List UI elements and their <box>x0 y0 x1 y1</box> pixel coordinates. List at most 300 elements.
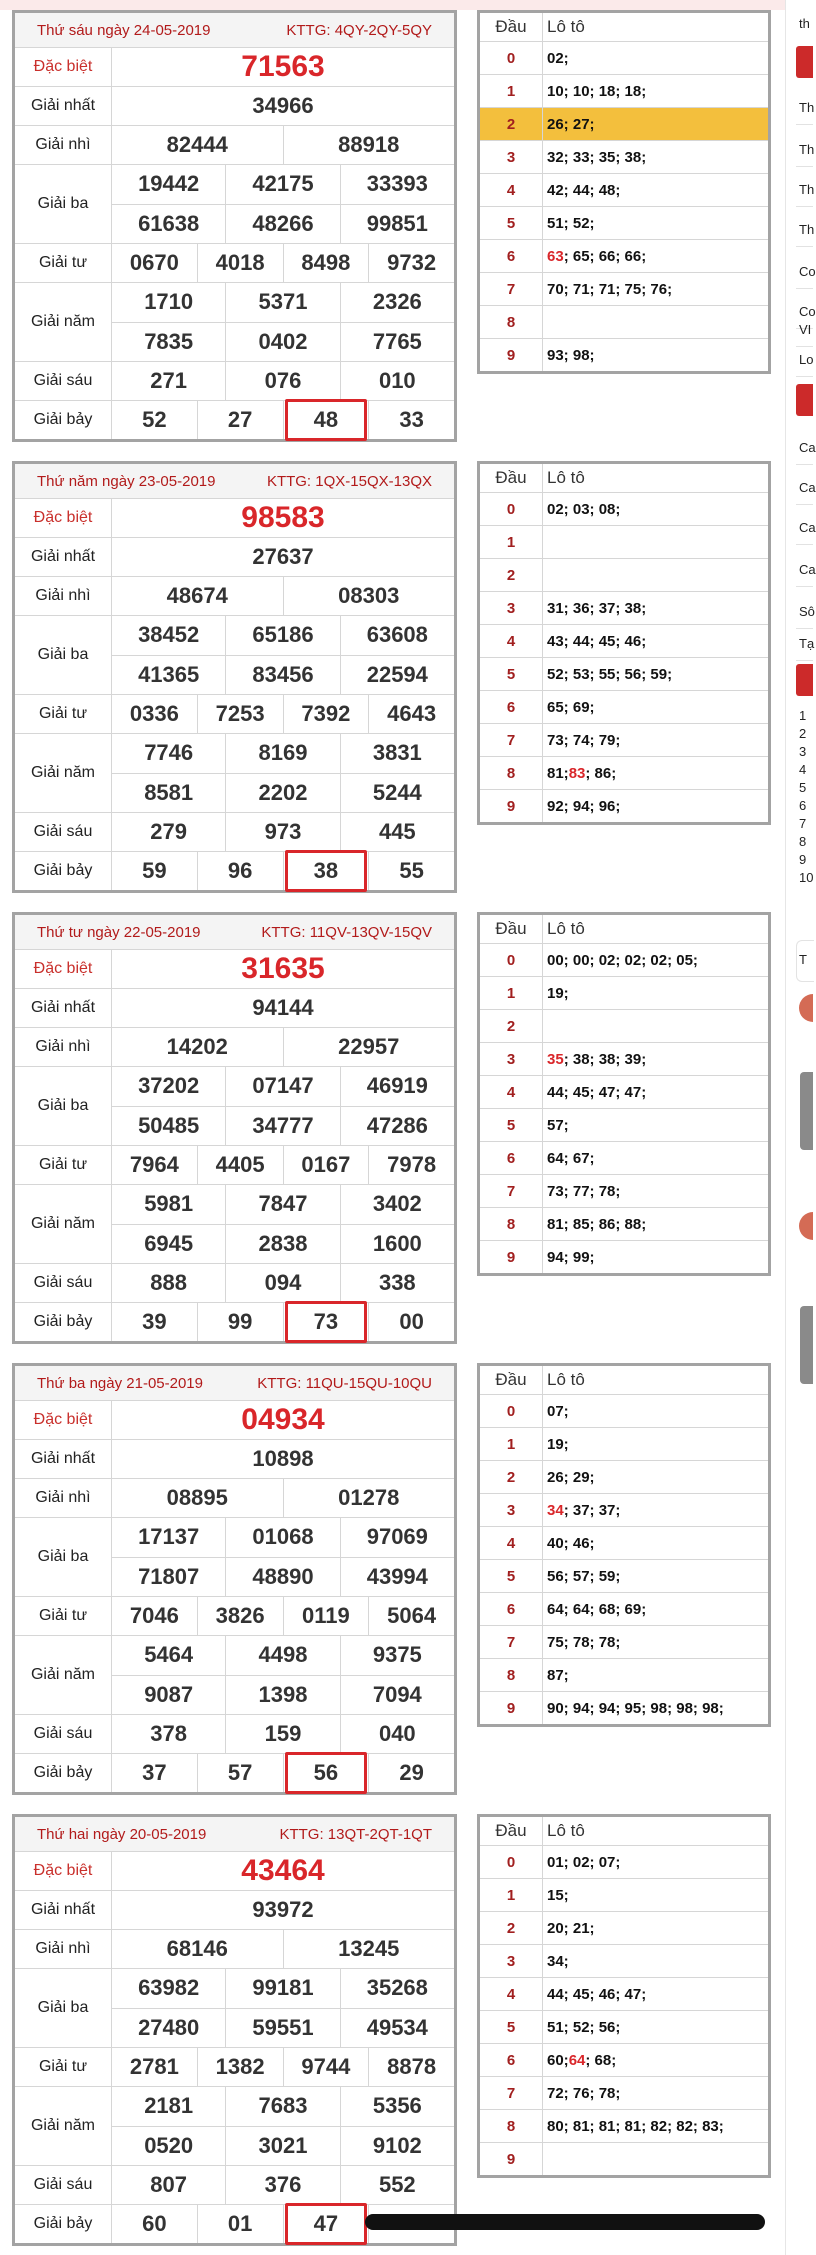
loto-values <box>543 141 768 173</box>
loto-head-digit: 9 <box>480 1692 543 1724</box>
prize-number: 43994 <box>340 1558 454 1597</box>
loto-head-digit: 8 <box>480 306 543 338</box>
prize-row <box>15 1479 454 1518</box>
prize-values <box>112 499 454 537</box>
loto-values <box>543 757 768 789</box>
prize-number: 7094 <box>340 1676 454 1715</box>
prize-values <box>112 48 454 86</box>
sidebar-link[interactable]: Th <box>799 142 815 157</box>
loto-values-post: 57; <box>547 1116 569 1134</box>
prize-number: 08895 <box>166 1485 228 1510</box>
loto-values <box>543 1428 768 1460</box>
prize-name: Giải sáu <box>15 813 112 851</box>
loto-row <box>480 757 768 790</box>
prize-line <box>112 2048 454 2086</box>
loto-row <box>480 108 768 141</box>
prize-name: Giải nhất <box>15 87 112 125</box>
prize-number: 5464 <box>144 1642 194 1668</box>
prize-number: 0402 <box>225 323 339 362</box>
prize-number: 2326 <box>340 283 454 322</box>
prize-number: 48674 <box>166 583 228 608</box>
sidebar-list-number: 2 <box>799 726 807 741</box>
loto-values-post: 10; 10; 18; 18; <box>547 82 647 100</box>
prize-row <box>15 283 454 362</box>
sidebar-divider <box>796 166 813 167</box>
prize-number: 97069 <box>340 1518 454 1557</box>
loto-values <box>543 1175 768 1207</box>
prize-line <box>112 126 454 164</box>
loto-values <box>543 1593 768 1625</box>
prize-name: Giải nhì <box>15 126 112 164</box>
sidebar-list-number: 8 <box>799 834 807 849</box>
loto-header <box>480 1817 768 1846</box>
sidebar-section-letter: T <box>799 952 807 967</box>
prize-number: 63608 <box>340 616 454 655</box>
loto-values-post: 40; 46; <box>547 1534 595 1552</box>
loto-values-post: 31; 36; 37; 38; <box>547 599 647 617</box>
prize-number: 10898 <box>252 1446 314 1471</box>
prize-values <box>112 538 454 576</box>
prize-number: 8498 <box>283 244 369 282</box>
prize-line <box>112 2087 454 2126</box>
loto-head-digit: 2 <box>480 1912 543 1944</box>
prize-line <box>112 1930 454 1968</box>
special-prize-number: 04934 <box>241 1403 325 1436</box>
sidebar-thumbnail[interactable] <box>800 1072 813 1150</box>
loto-head-digit: 9 <box>480 790 543 822</box>
prize-number: 34966 <box>252 93 314 118</box>
prize-values <box>112 734 454 812</box>
prize-number: 076 <box>225 362 339 400</box>
sidebar-link[interactable]: Ca <box>799 440 816 455</box>
loto-values-post: ; 86; <box>585 764 617 782</box>
prize-name: Giải tư <box>15 244 112 282</box>
sidebar-red-tab[interactable] <box>796 384 813 416</box>
prize-line <box>112 204 454 244</box>
prize-name: Giải năm <box>15 2087 112 2165</box>
prize-number: 4018 <box>197 244 283 282</box>
top-status-strip <box>0 0 812 10</box>
home-indicator-bar[interactable] <box>365 2214 765 2230</box>
prize-number: 39 <box>142 1309 167 1334</box>
prize-number: 48266 <box>225 205 339 244</box>
prize-values <box>112 126 454 164</box>
loto-values <box>543 42 768 74</box>
loto-values-post: 02; <box>547 49 569 67</box>
loto-row <box>480 1428 768 1461</box>
prize-number: 4498 <box>225 1636 339 1675</box>
loto-values-post: ; 65; 66; 66; <box>563 247 647 265</box>
prize-name: Giải năm <box>15 1185 112 1263</box>
prize-name: Giải ba <box>15 1067 112 1145</box>
prize-values <box>112 950 454 988</box>
loto-head-digit: 6 <box>480 1142 543 1174</box>
sidebar-list-number: 1 <box>799 708 807 723</box>
prize-values <box>112 1518 454 1596</box>
loto-values <box>543 658 768 690</box>
prize-number: 0336 <box>129 701 179 726</box>
prize-values <box>112 362 454 400</box>
prize-row <box>15 1028 454 1067</box>
prize-number: 010 <box>340 362 454 400</box>
prize-name: Giải nhì <box>15 577 112 615</box>
loto-values-post: 26; 27; <box>547 115 595 133</box>
loto-row <box>480 559 768 592</box>
sidebar-link[interactable]: Th <box>799 100 815 115</box>
prize-row <box>15 1440 454 1479</box>
prize-row <box>15 1636 454 1715</box>
prize-row <box>15 362 454 401</box>
loto-values <box>543 1527 768 1559</box>
loto-values <box>543 2077 768 2109</box>
loto-values <box>543 1846 768 1878</box>
sidebar-link[interactable]: VI <box>799 322 812 337</box>
prize-number: 7746 <box>144 740 194 766</box>
prize-line <box>112 1969 454 2008</box>
prize-number: 7978 <box>368 1146 454 1184</box>
draw-date-link[interactable]: Thứ hai ngày 20-05-2019 <box>37 1825 207 1843</box>
prize-number: 35268 <box>340 1969 454 2008</box>
sidebar-link[interactable]: Co <box>799 264 816 279</box>
loto-special-value: 64 <box>568 2051 586 2069</box>
loto-head-digit: 4 <box>480 1076 543 1108</box>
prize-number: 376 <box>225 2166 339 2204</box>
loto-values-post: 02; 03; 08; <box>547 500 621 518</box>
loto-values-post: 51; 52; <box>547 214 595 232</box>
loto-row <box>480 1626 768 1659</box>
loto-values <box>543 339 768 371</box>
prize-number: 34777 <box>225 1107 339 1146</box>
loto-head-digit: 5 <box>480 207 543 239</box>
prize-number: 8169 <box>225 734 339 773</box>
loto-row <box>480 691 768 724</box>
prize-row <box>15 165 454 244</box>
prize-line <box>112 1067 454 1106</box>
loto-values-post: 81; 85; 86; 88; <box>547 1215 647 1233</box>
loto-header <box>480 915 768 944</box>
prize-name: Đặc biệt <box>15 1401 112 1439</box>
loto-table <box>477 461 771 825</box>
prize-number: 4405 <box>197 1146 283 1184</box>
prize-number: 48 <box>283 401 369 439</box>
prize-line <box>112 1028 454 1066</box>
prize-line <box>112 1224 454 1264</box>
sidebar-link[interactable]: Sô <box>799 604 815 619</box>
draw-date-link[interactable]: Thứ sáu ngày 24-05-2019 <box>37 21 211 39</box>
prize-number: 48890 <box>225 1558 339 1597</box>
loto-row <box>480 724 768 757</box>
prize-number: 37 <box>142 1760 167 1785</box>
loto-values <box>543 592 768 624</box>
prize-line <box>112 950 454 988</box>
loto-values-post: 87; <box>547 1666 569 1684</box>
prize-number: 68146 <box>166 1936 228 1961</box>
loto-head-digit: 9 <box>480 1241 543 1273</box>
prize-number: 27 <box>197 401 283 439</box>
prize-name: Giải sáu <box>15 1715 112 1753</box>
loto-values-post: 34; <box>547 1952 569 1970</box>
loto-head-digit: 8 <box>480 757 543 789</box>
prize-row <box>15 1303 454 1341</box>
loto-values <box>543 1659 768 1691</box>
prize-name: Giải năm <box>15 283 112 361</box>
prize-values <box>112 1303 454 1341</box>
results-header <box>15 13 454 48</box>
prize-number: 271 <box>150 368 188 393</box>
loto-values-post: 80; 81; 81; 81; 82; 82; 83; <box>547 2117 724 2135</box>
draw-date-link[interactable]: Thứ tư ngày 22-05-2019 <box>37 923 201 941</box>
prize-row <box>15 1930 454 1969</box>
sidebar-link[interactable]: Co <box>799 304 816 319</box>
prize-name: Giải ba <box>15 165 112 243</box>
prize-line <box>112 538 454 576</box>
special-prize-number: 71563 <box>241 50 325 83</box>
loto-values-post: 07; <box>547 1402 569 1420</box>
loto-values-post: ; 68; <box>585 2051 617 2069</box>
loto-head-digit: 0 <box>480 42 543 74</box>
prize-values <box>112 1028 454 1066</box>
prize-number: 57 <box>197 1754 283 1792</box>
prize-name: Giải nhất <box>15 989 112 1027</box>
prize-number: 2181 <box>144 2093 194 2119</box>
loto-head-digit: 9 <box>480 2143 543 2175</box>
prize-number: 973 <box>225 813 339 851</box>
prize-values <box>112 813 454 851</box>
loto-values <box>543 1945 768 1977</box>
loto-values-post: 93; 98; <box>547 346 595 364</box>
loto-row <box>480 1109 768 1142</box>
sidebar-link[interactable]: Th <box>799 222 815 237</box>
loto-values <box>543 1494 768 1526</box>
sidebar-divider <box>796 246 813 247</box>
loto-values <box>543 559 768 591</box>
loto-row <box>480 1142 768 1175</box>
prize-number: 99851 <box>340 205 454 244</box>
prize-number: 9744 <box>283 2048 369 2086</box>
results-table <box>12 10 457 442</box>
prize-number: 8878 <box>368 2048 454 2086</box>
prize-number: 33 <box>368 401 454 439</box>
prize-line <box>112 734 454 773</box>
sidebar-divider <box>796 206 813 207</box>
loto-table <box>477 1814 771 2178</box>
prize-name: Giải nhì <box>15 1930 112 1968</box>
prize-values <box>112 87 454 125</box>
loto-values <box>543 1043 768 1075</box>
prize-values <box>112 695 454 733</box>
sidebar-divider <box>796 288 813 289</box>
prize-row <box>15 950 454 989</box>
loto-values <box>543 1241 768 1273</box>
sidebar-divider <box>796 628 813 629</box>
prize-line <box>112 773 454 813</box>
prize-line <box>112 1185 454 1224</box>
loto-row <box>480 2110 768 2143</box>
prize-row <box>15 2166 454 2205</box>
loto-values-post: ; 38; 38; 39; <box>563 1050 647 1068</box>
loto-row <box>480 1879 768 1912</box>
prize-name: Giải bảy <box>15 401 112 439</box>
sidebar-thumbnail[interactable] <box>800 1306 813 1384</box>
prize-name: Giải sáu <box>15 1264 112 1302</box>
prize-line <box>112 1440 454 1478</box>
prize-row <box>15 1146 454 1185</box>
loto-head-digit: 6 <box>480 691 543 723</box>
dau-header: Đầu <box>480 13 543 41</box>
prize-line <box>112 1675 454 1715</box>
prize-number: 33393 <box>340 165 454 204</box>
loto-row <box>480 1241 768 1273</box>
loto-head-digit: 2 <box>480 1461 543 1493</box>
loto-values <box>543 240 768 272</box>
loto-row <box>480 1659 768 1692</box>
prize-row <box>15 989 454 1028</box>
loto-values-post: 44; 45; 46; 47; <box>547 1985 647 2003</box>
prize-values <box>112 852 454 890</box>
prize-values <box>112 165 454 243</box>
prize-number: 73 <box>283 1303 369 1341</box>
loto-head-digit: 0 <box>480 1846 543 1878</box>
prize-number: 27637 <box>252 544 314 569</box>
sidebar-link[interactable]: Th <box>799 182 815 197</box>
sidebar-link[interactable]: Tạ <box>799 636 815 651</box>
prize-line <box>112 165 454 204</box>
prize-number: 55 <box>368 852 454 890</box>
prize-values <box>112 989 454 1027</box>
loto-head-digit: 6 <box>480 2044 543 2076</box>
prize-number: 0520 <box>144 2132 194 2158</box>
loto-values-post: 94; 99; <box>547 1248 595 1266</box>
special-prize-number: 98583 <box>241 501 325 534</box>
sidebar-divider <box>796 586 813 587</box>
sidebar-divider <box>796 124 813 125</box>
prize-name: Giải bảy <box>15 852 112 890</box>
sidebar-link[interactable]: Ca <box>799 480 816 495</box>
sidebar-red-tab[interactable] <box>796 46 813 78</box>
prize-line <box>112 989 454 1027</box>
prize-line <box>112 1715 454 1753</box>
prize-name: Giải năm <box>15 734 112 812</box>
loto-head-digit: 8 <box>480 1659 543 1691</box>
sidebar-link[interactable]: Ca <box>799 520 816 535</box>
loto-values <box>543 75 768 107</box>
loto-row <box>480 1010 768 1043</box>
loto-head-digit: 8 <box>480 1208 543 1240</box>
prize-row <box>15 1891 454 1930</box>
prize-line <box>112 87 454 125</box>
prize-values <box>112 1636 454 1714</box>
prize-number: 445 <box>340 813 454 851</box>
prize-name: Giải tư <box>15 1146 112 1184</box>
prize-number: 52 <box>142 407 167 432</box>
prize-name: Giải nhì <box>15 1028 112 1066</box>
loto-values-post: 00; 00; 02; 02; 02; 05; <box>547 951 698 969</box>
loto-head-digit: 1 <box>480 1879 543 1911</box>
prize-line <box>112 499 454 537</box>
prize-number: 159 <box>225 1715 339 1753</box>
sidebar-red-tab[interactable] <box>796 664 813 696</box>
prize-values <box>112 1479 454 1517</box>
prize-row <box>15 1715 454 1754</box>
loto-values <box>543 526 768 558</box>
loto-values <box>543 1560 768 1592</box>
prize-line <box>112 48 454 86</box>
loto-head-digit: 0 <box>480 493 543 525</box>
results-table <box>12 461 457 893</box>
loto-row <box>480 240 768 273</box>
sidebar-link[interactable]: Lo <box>799 352 814 367</box>
loto-values <box>543 1076 768 1108</box>
prize-number: 83456 <box>225 656 339 695</box>
loto-head-digit: 6 <box>480 240 543 272</box>
prize-line <box>112 1518 454 1557</box>
loto-head-digit: 2 <box>480 1010 543 1042</box>
loto-head-digit: 1 <box>480 526 543 558</box>
prize-line <box>112 1479 454 1517</box>
sidebar-link[interactable]: Ca <box>799 562 816 577</box>
prize-number: 17137 <box>138 1524 200 1550</box>
prize-number: 7835 <box>144 328 194 354</box>
prize-name: Giải nhất <box>15 1440 112 1478</box>
prize-number: 01278 <box>283 1479 455 1517</box>
results-table <box>12 912 457 1344</box>
loto-values-post: 90; 94; 94; 95; 98; 98; 98; <box>547 1699 724 1717</box>
prize-number: 82444 <box>166 132 228 157</box>
loto-values <box>543 1692 768 1724</box>
loto-row <box>480 1461 768 1494</box>
prize-line <box>112 283 454 322</box>
prize-number: 59551 <box>225 2009 339 2048</box>
draw-date-link[interactable]: Thứ ba ngày 21-05-2019 <box>37 1374 203 1392</box>
prize-values <box>112 1401 454 1439</box>
prize-row <box>15 1754 454 1792</box>
prize-number: 29 <box>368 1754 454 1792</box>
sidebar-avatar <box>799 994 813 1022</box>
prize-values <box>112 1969 454 2047</box>
loto-values-post: 70; 71; 71; 75; 76; <box>547 280 673 298</box>
loto-values <box>543 1109 768 1141</box>
prize-line <box>112 1146 454 1184</box>
prize-name: Giải sáu <box>15 2166 112 2204</box>
loto-values <box>543 493 768 525</box>
loto-values <box>543 625 768 657</box>
loto-row <box>480 1494 768 1527</box>
prize-name: Đặc biệt <box>15 950 112 988</box>
prize-number: 88918 <box>283 126 455 164</box>
loto-values <box>543 207 768 239</box>
prize-number: 47286 <box>340 1107 454 1146</box>
loto-values-post: 43; 44; 45; 46; <box>547 632 647 650</box>
prize-number: 96 <box>197 852 283 890</box>
loto-row <box>480 1043 768 1076</box>
prize-number: 7964 <box>129 1152 179 1177</box>
prize-number: 22594 <box>340 656 454 695</box>
prize-name: Giải nhất <box>15 538 112 576</box>
dau-header: Đầu <box>480 1366 543 1394</box>
sidebar-list-number: 6 <box>799 798 807 813</box>
draw-date-link[interactable]: Thứ năm ngày 23-05-2019 <box>37 472 216 490</box>
kttg-code: KTTG: 11QV-13QV-15QV <box>261 923 432 941</box>
prize-number: 00 <box>368 1303 454 1341</box>
results-header <box>15 464 454 499</box>
prize-row <box>15 244 454 283</box>
loto-values-post: 52; 53; 55; 56; 59; <box>547 665 673 683</box>
loto-row <box>480 1945 768 1978</box>
prize-row <box>15 48 454 87</box>
prize-number: 59 <box>142 858 167 883</box>
loto-values <box>543 2110 768 2142</box>
prize-number: 1710 <box>144 289 194 315</box>
